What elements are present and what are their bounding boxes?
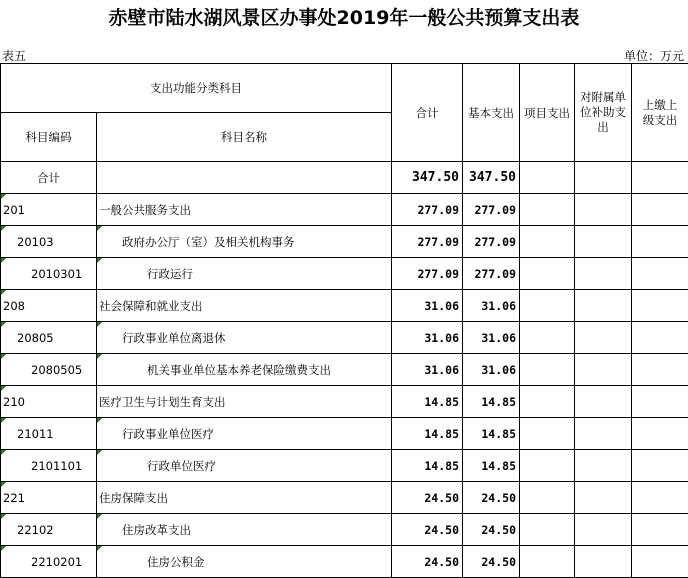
row-code: 20103 xyxy=(1,226,97,258)
row-total: 14.85 xyxy=(392,450,463,482)
row-remit xyxy=(632,450,688,482)
row-basic: 277.09 xyxy=(463,194,520,226)
row-name: 住房公积金 xyxy=(97,546,392,578)
table-row xyxy=(1,194,688,226)
total-label: 合计 xyxy=(1,162,97,194)
row-name: 政府办公厅（室）及相关机构事务 xyxy=(97,226,392,258)
table-row xyxy=(1,514,688,546)
header-basic: 基本支出 xyxy=(463,64,520,162)
row-subsidy xyxy=(575,354,632,386)
row-total: 277.09 xyxy=(392,194,463,226)
row-subsidy xyxy=(575,258,632,290)
total-row xyxy=(1,162,688,194)
row-name: 医疗卫生与计划生育支出 xyxy=(97,386,392,418)
row-project xyxy=(520,482,575,514)
row-project xyxy=(520,354,575,386)
row-code: 2080505 xyxy=(1,354,97,386)
total-subsidy xyxy=(575,162,632,194)
row-remit xyxy=(632,194,688,226)
total-amount: 347.50 xyxy=(392,162,463,194)
row-total: 277.09 xyxy=(392,226,463,258)
row-total: 14.85 xyxy=(392,386,463,418)
row-project xyxy=(520,450,575,482)
table-row xyxy=(1,418,688,450)
row-code: 2010301 xyxy=(1,258,97,290)
row-name: 住房改革支出 xyxy=(97,514,392,546)
row-basic: 31.06 xyxy=(463,354,520,386)
row-basic: 277.09 xyxy=(463,226,520,258)
row-code: 201 xyxy=(1,194,97,226)
row-total: 14.85 xyxy=(392,418,463,450)
row-total: 24.50 xyxy=(392,546,463,578)
row-remit xyxy=(632,514,688,546)
row-remit xyxy=(632,290,688,322)
table-row xyxy=(1,386,688,418)
budget-table xyxy=(0,63,688,578)
row-basic: 277.09 xyxy=(463,258,520,290)
table-row xyxy=(1,482,688,514)
row-subsidy xyxy=(575,514,632,546)
table-row xyxy=(1,354,688,386)
header-code: 科目编码 xyxy=(1,113,97,162)
row-name: 行政事业单位离退休 xyxy=(97,322,392,354)
row-project xyxy=(520,290,575,322)
row-subsidy xyxy=(575,482,632,514)
row-basic: 14.85 xyxy=(463,386,520,418)
header-remit: 上缴上级支出 xyxy=(632,64,688,162)
row-name: 机关事业单位基本养老保险缴费支出 xyxy=(97,354,392,386)
row-remit xyxy=(632,386,688,418)
row-code: 2101101 xyxy=(1,450,97,482)
total-name-empty xyxy=(97,162,392,194)
row-project xyxy=(520,418,575,450)
row-code: 20805 xyxy=(1,322,97,354)
total-project xyxy=(520,162,575,194)
row-basic: 24.50 xyxy=(463,514,520,546)
row-basic: 31.06 xyxy=(463,290,520,322)
row-basic: 24.50 xyxy=(463,482,520,514)
row-name: 住房保障支出 xyxy=(97,482,392,514)
row-code: 22102 xyxy=(1,514,97,546)
row-total: 277.09 xyxy=(392,258,463,290)
row-project xyxy=(520,514,575,546)
table-number: 表五 xyxy=(2,47,26,64)
row-code: 2210201 xyxy=(1,546,97,578)
unit-label: 单位：万元 xyxy=(624,47,684,64)
row-basic: 31.06 xyxy=(463,322,520,354)
row-name: 行政单位医疗 xyxy=(97,450,392,482)
row-total: 31.06 xyxy=(392,354,463,386)
row-code: 21011 xyxy=(1,418,97,450)
row-project xyxy=(520,258,575,290)
row-code: 221 xyxy=(1,482,97,514)
table-row xyxy=(1,290,688,322)
table-row xyxy=(1,450,688,482)
header-category: 支出功能分类科目 xyxy=(1,64,392,113)
row-subsidy xyxy=(575,418,632,450)
row-remit xyxy=(632,258,688,290)
total-basic: 347.50 xyxy=(463,162,520,194)
row-remit xyxy=(632,418,688,450)
row-subsidy xyxy=(575,226,632,258)
header-project: 项目支出 xyxy=(520,64,575,162)
row-name: 社会保障和就业支出 xyxy=(97,290,392,322)
header-total: 合计 xyxy=(392,64,463,162)
row-basic: 14.85 xyxy=(463,450,520,482)
row-total: 31.06 xyxy=(392,290,463,322)
row-code: 208 xyxy=(1,290,97,322)
row-remit xyxy=(632,482,688,514)
row-subsidy xyxy=(575,450,632,482)
row-name: 行政运行 xyxy=(97,258,392,290)
row-project xyxy=(520,386,575,418)
row-total: 24.50 xyxy=(392,514,463,546)
table-row xyxy=(1,322,688,354)
row-subsidy xyxy=(575,322,632,354)
row-project xyxy=(520,194,575,226)
row-remit xyxy=(632,226,688,258)
row-project xyxy=(520,322,575,354)
row-subsidy xyxy=(575,386,632,418)
row-code: 210 xyxy=(1,386,97,418)
table-row xyxy=(1,226,688,258)
row-basic: 24.50 xyxy=(463,546,520,578)
total-remit xyxy=(632,162,688,194)
row-subsidy xyxy=(575,290,632,322)
row-name: 一般公共服务支出 xyxy=(97,194,392,226)
row-subsidy xyxy=(575,194,632,226)
table-row xyxy=(1,258,688,290)
header-name: 科目名称 xyxy=(97,113,392,162)
header-subsidy: 对附属单位补助支出 xyxy=(575,64,632,162)
row-name: 行政事业单位医疗 xyxy=(97,418,392,450)
row-total: 31.06 xyxy=(392,322,463,354)
row-remit xyxy=(632,322,688,354)
row-basic: 14.85 xyxy=(463,418,520,450)
page-title: 赤壁市陆水湖风景区办事处2019年一般公共预算支出表 xyxy=(0,0,688,36)
row-total: 24.50 xyxy=(392,482,463,514)
row-project xyxy=(520,226,575,258)
row-remit xyxy=(632,354,688,386)
